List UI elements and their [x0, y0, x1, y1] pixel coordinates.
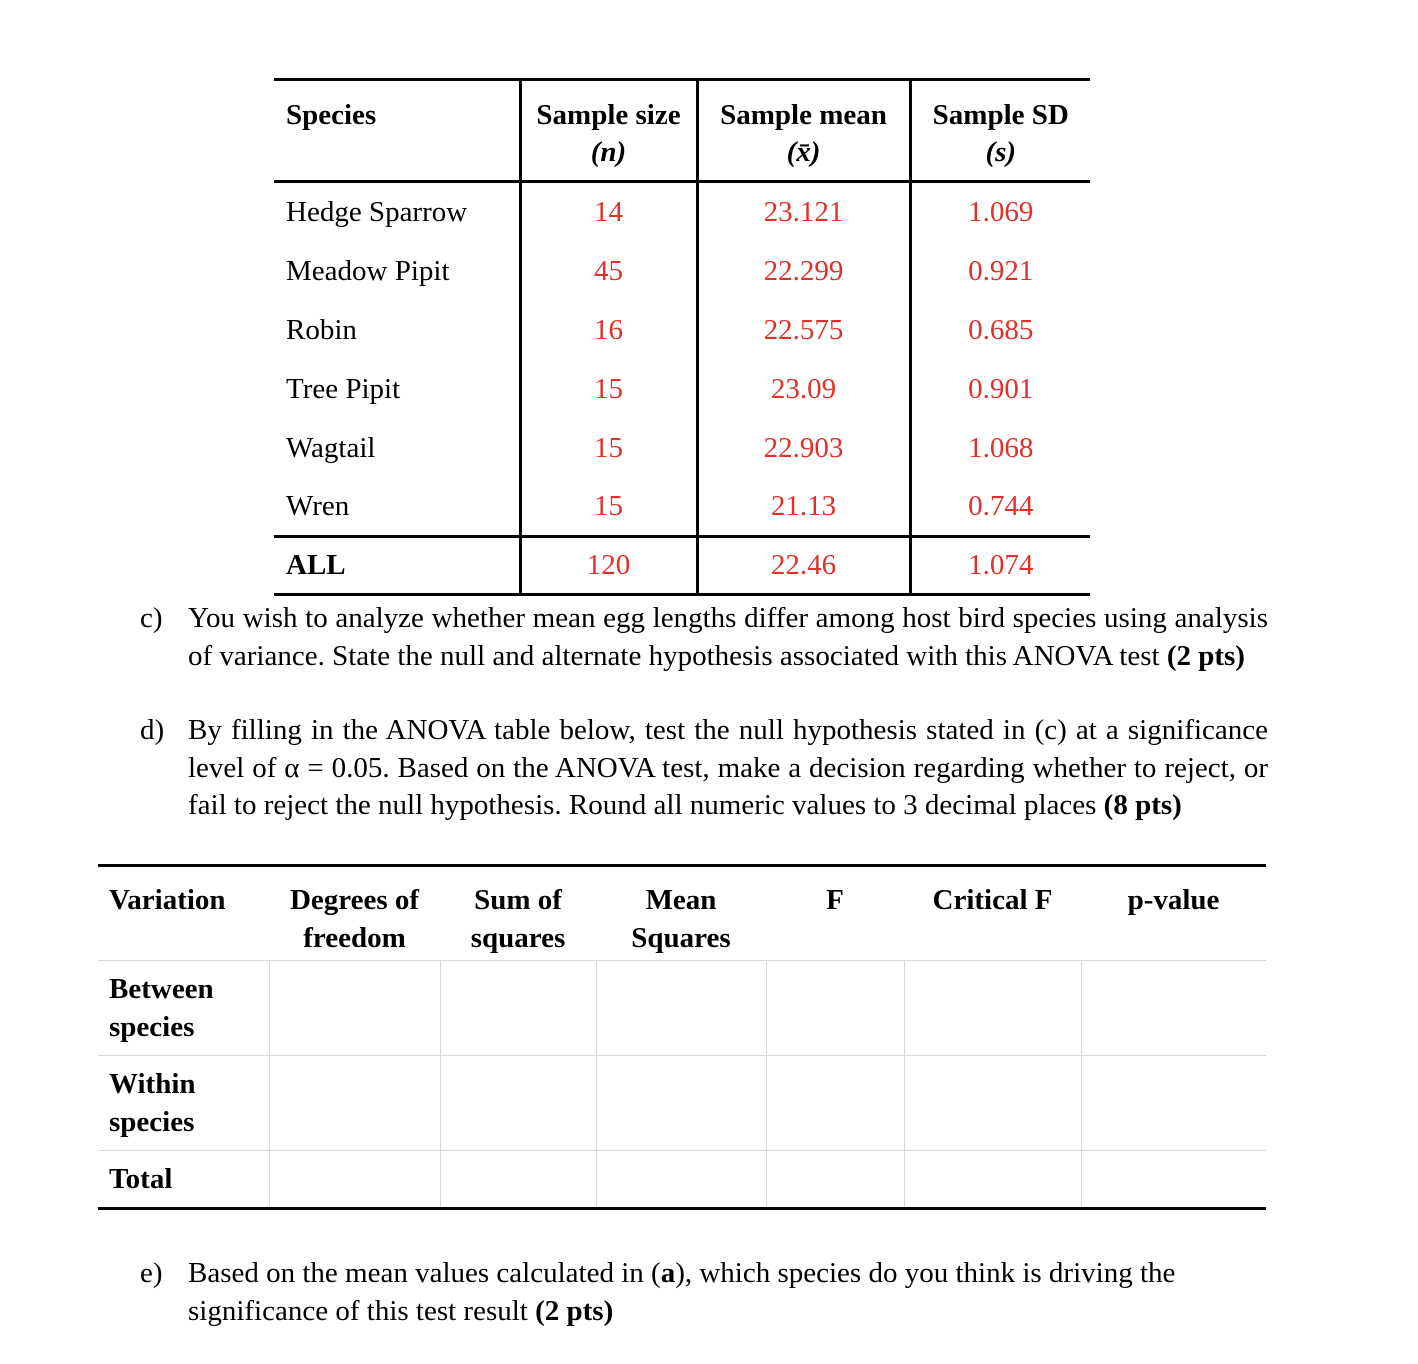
sample-sd-value: 0.685 [910, 301, 1090, 360]
question-c-letter: c) [140, 602, 163, 634]
species-table-header-row [274, 80, 1090, 182]
df-cell[interactable] [269, 1056, 440, 1151]
sample-size-value: 15 [520, 360, 697, 419]
question-e [140, 1255, 1268, 1330]
ss-cell[interactable] [440, 1151, 596, 1209]
species-summary-table [274, 78, 1090, 596]
sample-size-value: 16 [520, 301, 697, 360]
p-value-cell[interactable] [1081, 1056, 1266, 1151]
sample-mean-value: 23.09 [697, 360, 910, 419]
ss-cell[interactable] [440, 961, 596, 1056]
species-row [274, 419, 1090, 478]
total-sample-sd: 1.074 [910, 537, 1090, 595]
sample-size-symbol: (n) [590, 136, 627, 168]
species-name: Robin [286, 313, 357, 346]
p-value-column-header: p-value [1127, 884, 1220, 916]
variation-column-header: Variation [109, 884, 226, 916]
sample-size-value: 45 [520, 242, 697, 301]
sample-size-column-header: Sample size (n) [520, 80, 697, 182]
question-e-letter: e) [140, 1257, 163, 1289]
critical-f-cell[interactable] [904, 1151, 1081, 1209]
p-value-cell[interactable] [1081, 1151, 1266, 1209]
ms-cell[interactable] [596, 961, 766, 1056]
critical-f-cell[interactable] [904, 961, 1081, 1056]
sample-mean-value: 22.903 [697, 419, 910, 478]
critical-f-cell[interactable] [904, 1056, 1081, 1151]
question-c [140, 600, 1268, 675]
question-c-text: You wish to analyze whether mean egg lengths differ among host bird species using analysis of variance. State the null and alternate hypothesis associated with this ANOVA test (2 pts) [188, 602, 1268, 672]
species-name: Hedge Sparrow [286, 195, 468, 228]
f-column-header: F [826, 884, 844, 916]
degrees-of-freedom-column-header: Degrees of freedom [289, 884, 420, 954]
sample-size-value: 14 [520, 182, 697, 242]
total-sample-mean: 22.46 [697, 537, 910, 595]
sample-size-value: 15 [520, 478, 697, 537]
species-name: Wagtail [286, 431, 376, 464]
anova-row-between [98, 961, 1266, 1056]
sample-sd-value: 0.901 [910, 360, 1090, 419]
species-row [274, 360, 1090, 419]
species-name: Wren [286, 489, 350, 522]
f-cell[interactable] [766, 961, 904, 1056]
species-row [274, 301, 1090, 360]
ss-cell[interactable] [440, 1056, 596, 1151]
f-cell[interactable] [766, 1056, 904, 1151]
question-d-letter: d) [140, 714, 165, 746]
sample-mean-value: 21.13 [697, 478, 910, 537]
species-row [274, 242, 1090, 301]
anova-row-label: Within species [98, 1056, 269, 1151]
question-d-text: By filling in the ANOVA table below, test the null hypothesis stated in (c) at a significance level of α = 0.05. Based on the ANOVA test, make a decision regarding whether to reject, or fail to reject the null hypothesis. Round all numeric values to 3 decimal places (8 pts) [188, 714, 1268, 821]
total-label: ALL [286, 549, 346, 581]
species-name: Tree Pipit [286, 372, 401, 405]
df-cell[interactable] [269, 961, 440, 1056]
species-total-row [274, 537, 1090, 595]
mean-squares-column-header: Mean Squares [631, 884, 731, 954]
f-cell[interactable] [766, 1151, 904, 1209]
sample-sd-value: 0.744 [910, 478, 1090, 537]
anova-row-label: Between species [98, 961, 269, 1056]
anova-row-label: Total [98, 1151, 269, 1209]
critical-f-column-header: Critical F [932, 884, 1053, 916]
sum-of-squares-column-header: Sum of squares [470, 884, 566, 954]
species-row [274, 182, 1090, 242]
sample-sd-symbol: (s) [985, 136, 1017, 168]
total-sample-size: 120 [520, 537, 697, 595]
sample-mean-column-header: Sample mean (x̄) [697, 80, 910, 182]
sample-sd-column-header: Sample SD (s) [910, 80, 1090, 182]
anova-table [98, 864, 1266, 1210]
sample-size-value: 15 [520, 419, 697, 478]
anova-header-row [98, 866, 1266, 961]
species-name: Meadow Pipit [286, 254, 450, 287]
question-e-text: Based on the mean values calculated in (a), which species do you think is driving the significance of this test result (2 pts) [188, 1257, 1176, 1327]
df-cell[interactable] [269, 1151, 440, 1209]
anova-row-within [98, 1056, 1266, 1151]
sample-mean-value: 22.575 [697, 301, 910, 360]
question-d [140, 712, 1268, 825]
anova-row-total [98, 1151, 1266, 1209]
p-value-cell[interactable] [1081, 961, 1266, 1056]
ms-cell[interactable] [596, 1056, 766, 1151]
sample-mean-value: 22.299 [697, 242, 910, 301]
ms-cell[interactable] [596, 1151, 766, 1209]
question-c-points: (2 pts) [1166, 639, 1245, 672]
sample-mean-symbol: (x̄) [786, 136, 821, 168]
sample-sd-value: 1.069 [910, 182, 1090, 242]
species-row [274, 478, 1090, 537]
sample-mean-value: 23.121 [697, 182, 910, 242]
sample-sd-value: 1.068 [910, 419, 1090, 478]
species-column-header: Species [286, 99, 377, 131]
question-d-points: (8 pts) [1103, 789, 1182, 821]
question-e-ref: a [660, 1257, 676, 1289]
question-e-points: (2 pts) [535, 1294, 614, 1327]
sample-sd-value: 0.921 [910, 242, 1090, 301]
